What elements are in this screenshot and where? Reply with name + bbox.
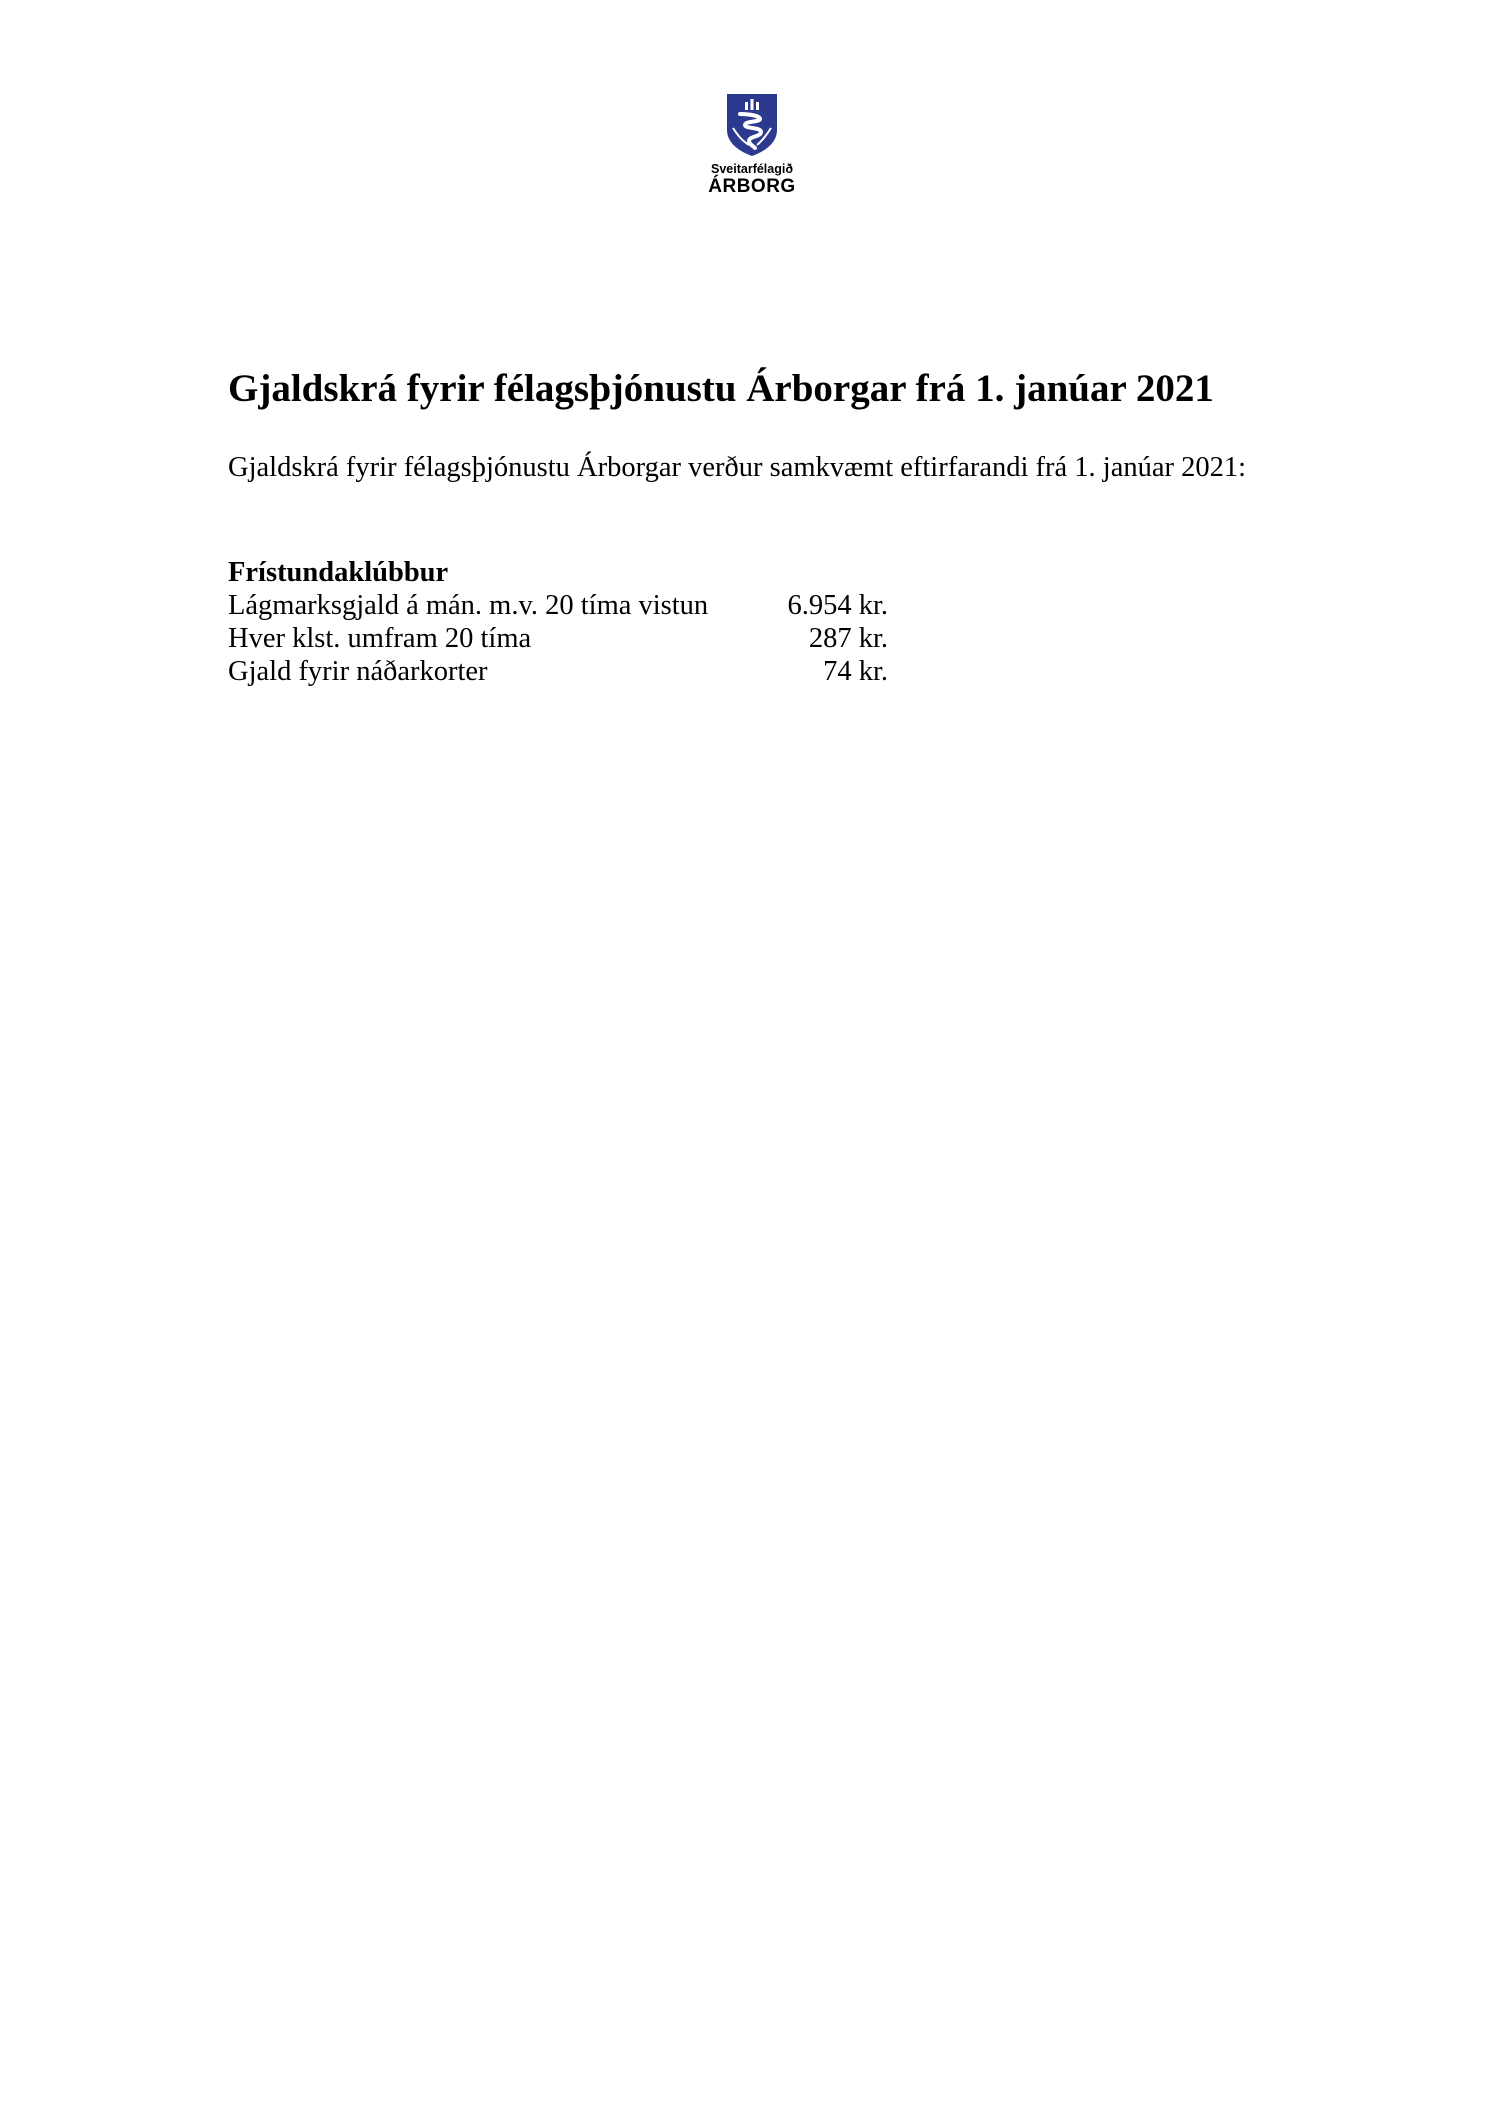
table-row bbox=[228, 655, 888, 688]
fee-table bbox=[228, 589, 888, 688]
fee-label: Hver klst. umfram 20 tíma bbox=[228, 623, 532, 654]
logo-text-municipality: Sveitarfélagið bbox=[711, 162, 793, 176]
fee-amount: 74 kr. bbox=[823, 656, 888, 687]
coat-of-arms-icon bbox=[727, 94, 777, 156]
table-row bbox=[228, 622, 888, 655]
intro-paragraph: Gjaldskrá fyrir félagsþjónustu Árborgar verður samkvæmt eftirfarandi frá 1. janúar 2021: bbox=[228, 452, 1247, 483]
logo-text-name: ÁRBORG bbox=[708, 176, 796, 197]
fee-amount: 6.954 kr. bbox=[787, 590, 888, 621]
municipality-logo bbox=[702, 94, 802, 197]
section-heading: Frístundaklúbbur bbox=[228, 557, 449, 588]
table-row bbox=[228, 589, 888, 622]
fee-label: Lágmarksgjald á mán. m.v. 20 tíma vistun bbox=[228, 590, 709, 621]
fee-label: Gjald fyrir náðarkorter bbox=[228, 656, 488, 687]
document-title: Gjaldskrá fyrir félagsþjónustu Árborgar frá 1. janúar 2021 bbox=[228, 367, 1214, 410]
fee-amount: 287 kr. bbox=[808, 623, 888, 654]
